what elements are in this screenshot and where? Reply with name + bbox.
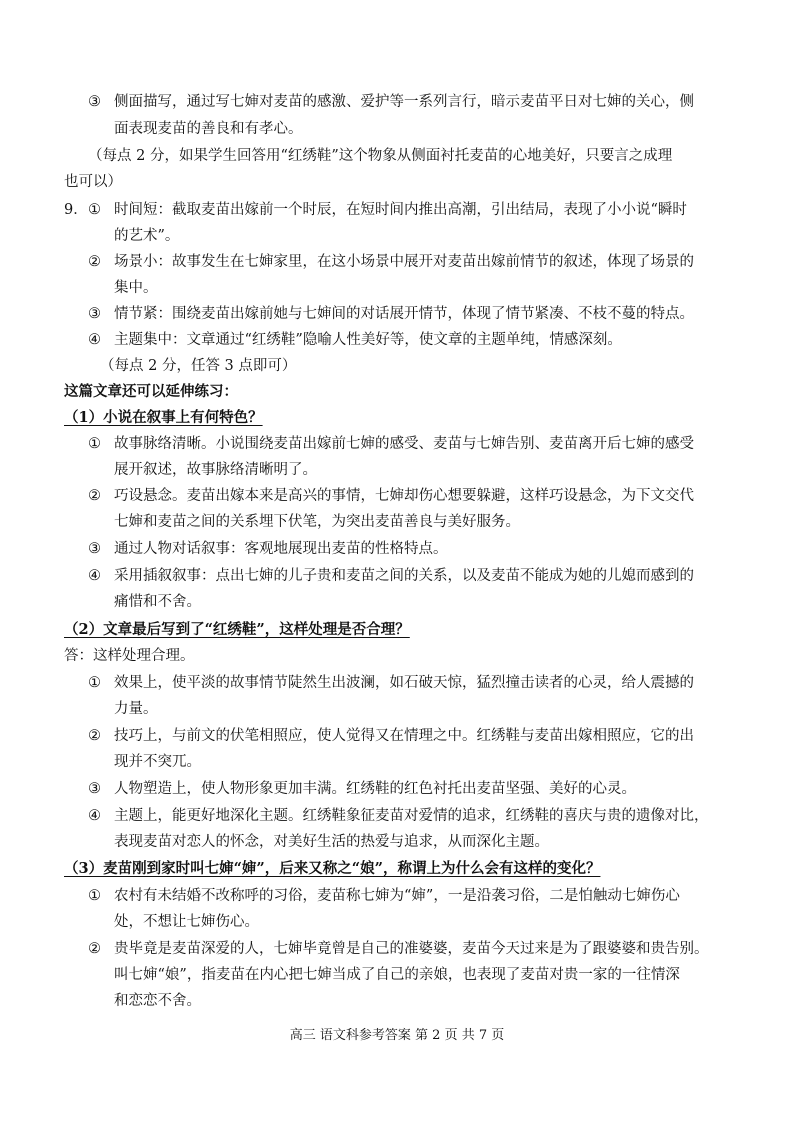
- item-number: ④: [88, 568, 101, 584]
- item-text: 时间短：截取麦苗出嫁前一个时辰，在短时间内推出高潮，引出结局，表现了小小说“瞬时: [114, 202, 687, 218]
- item-text: 巧设悬念。麦苗出嫁本来是高兴的事情，七婶却伤心想要躲避，这样巧设悬念，为下文交代: [114, 488, 694, 504]
- item-number: ①: [88, 202, 101, 218]
- subquestion-1-item-3: [88, 539, 448, 559]
- subquestion-1-item-4: [88, 566, 694, 586]
- extension-heading: 这篇文章还可以延伸练习：: [64, 383, 238, 400]
- item-number: ②: [88, 488, 101, 504]
- subquestion-2-item-1: [88, 673, 694, 693]
- scoring-note: （每点 2 分，任答 3 点即可）: [100, 358, 297, 374]
- item-text: 采用插叙叙事：点出七婶的儿子贵和麦苗之间的关系，以及麦苗不能成为她的儿媳而感到的: [114, 568, 694, 584]
- scoring-note: （每点 2 分，如果学生回答用“红绣鞋”这个物象从侧面衬托麦苗的心地美好，只要言之成理: [88, 148, 673, 164]
- item-number: ②: [88, 254, 101, 270]
- question-number: 9．: [64, 202, 88, 218]
- subquestion-1-item-2: [88, 486, 694, 506]
- item-continuation: 和恋恋不舍。: [114, 993, 201, 1009]
- item-text: 技巧上，与前文的伏笔相照应，使人觉得又在情理之中。红绣鞋与麦苗出嫁相照应，它的出: [114, 728, 694, 744]
- item-continuation: 处，不想让七婶伤心。: [114, 914, 259, 930]
- item-text: 贵毕竟是麦苗深爱的人，七婶毕竟曾是自己的准婆婆，麦苗今天过来是为了跟婆婆和贵告别。: [114, 941, 709, 957]
- item-text: 农村有未结婚不改称呼的习俗，麦苗称七婶为“婶”，一是沿袭习俗，二是怕触动七婶伤心: [114, 888, 680, 904]
- subquestion-1-title: （1）小说在叙事上有何特色？: [64, 409, 263, 426]
- item-line: [88, 92, 694, 112]
- item-text: 主题上，能更好地深化主题。红绣鞋象征麦苗对爱情的追求，红绣鞋的喜庆与贵的遗像对比，: [114, 808, 709, 824]
- item-continuation: 现并不突兀。: [114, 754, 201, 770]
- item-number: ①: [88, 675, 101, 691]
- item-number: ②: [88, 728, 101, 744]
- item-number: ④: [88, 332, 101, 348]
- question-9-item-4: [88, 330, 622, 350]
- item-text: 故事脉络清晰。小说围绕麦苗出嫁前七婶的感受、麦苗与七婶告别、麦苗离开后七婶的感受: [114, 436, 694, 452]
- subquestion-3-title: （3）麦苗刚到家时叫七婶“婶”，后来又称之“娘”，称谓上为什么会有这样的变化？: [64, 860, 601, 877]
- subquestion-1-item-1: [88, 434, 694, 454]
- question-9-item-1: [64, 200, 687, 220]
- subquestion-2-title: （2）文章最后写到了“红绣鞋”，这样处理是否合理？: [64, 621, 410, 638]
- item-number: ③: [88, 306, 101, 322]
- item-text: 效果上，使平淡的故事情节陡然生出波澜，如石破天惊，猛烈撞击读者的心灵，给人震撼的: [114, 675, 694, 691]
- item-continuation: 的艺术”。: [114, 228, 180, 244]
- scoring-note-continuation: 也可以）: [64, 174, 122, 190]
- item-text: 场景小：故事发生在七婶家里，在这小场景中展开对麦苗出嫁前情节的叙述，体现了场景的: [114, 254, 694, 270]
- item-continuation: 集中。: [114, 280, 158, 296]
- item-text: 主题集中：文章通过“红绣鞋”隐喻人性美好等，使文章的主题单纯，情感深刻。: [114, 332, 622, 348]
- answer-statement: 答：这样处理合理。: [64, 648, 195, 664]
- question-9-item-2: [88, 252, 694, 272]
- item-continuation: 表现麦苗对恋人的怀念，对美好生活的热爱与追求，从而深化主题。: [114, 834, 549, 850]
- question-9-item-3: [88, 304, 694, 324]
- item-text: 通过人物对话叙事：客观地展现出麦苗的性格特点。: [114, 541, 448, 557]
- page-footer: 高三 语文科参考答案 第 2 页 共 7 页: [289, 1028, 505, 1043]
- item-continuation: 七婶和麦苗之间的关系埋下伏笔，为突出麦苗善良与美好服务。: [114, 514, 520, 530]
- item-continuation: 展开叙述，故事脉络清晰明了。: [114, 462, 317, 478]
- subquestion-2-item-3: [88, 779, 636, 799]
- item-continuation: 力量。: [114, 701, 158, 717]
- subquestion-2-item-2: [88, 726, 694, 746]
- subquestion-3-item-1: [88, 886, 680, 906]
- item-number: ③: [88, 541, 101, 557]
- item-continuation: 叫七婶“娘”，指麦苗在内心把七婶当成了自己的亲娘，也表现了麦苗对贵一家的一往情深: [114, 967, 680, 983]
- item-text: 侧面描写，通过写七婶对麦苗的感激、爱护等一系列言行，暗示麦苗平日对七婶的关心，侧: [114, 94, 694, 110]
- item-number: ③: [88, 94, 101, 110]
- item-continuation: 面表现麦苗的善良和有孝心。: [114, 121, 303, 137]
- item-number: ②: [88, 941, 101, 957]
- subquestion-2-item-4: [88, 806, 709, 826]
- item-number: ③: [88, 781, 101, 797]
- item-text: 情节紧：围绕麦苗出嫁前她与七婶间的对话展开情节，体现了情节紧凑、不枝不蔓的特点。: [114, 306, 694, 322]
- item-continuation: 痛惜和不舍。: [114, 594, 201, 610]
- item-number: ①: [88, 436, 101, 452]
- item-number: ①: [88, 888, 101, 904]
- item-number: ④: [88, 808, 101, 824]
- subquestion-3-item-2: [88, 939, 709, 959]
- item-text: 人物塑造上，使人物形象更加丰满。红绣鞋的红色衬托出麦苗坚强、美好的心灵。: [114, 781, 636, 797]
